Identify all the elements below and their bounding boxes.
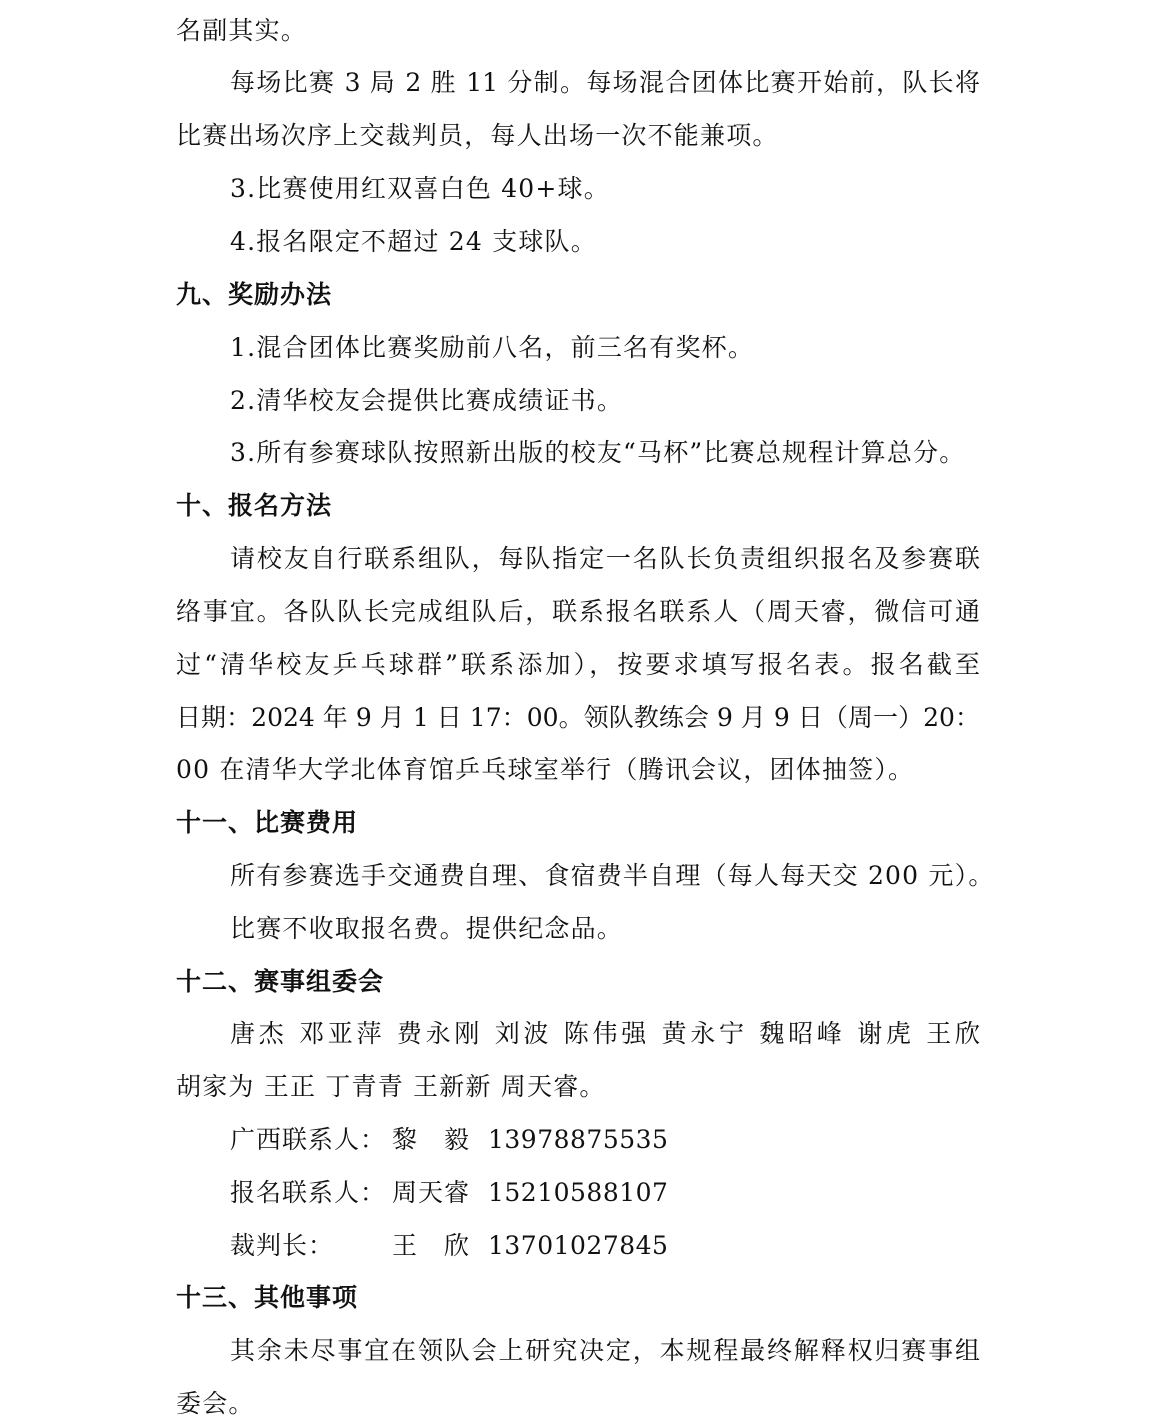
paragraph-line: 比赛出场次序上交裁判员，每人出场一次不能兼项。 bbox=[176, 121, 779, 150]
paragraph-line: 每场比赛 3 局 2 胜 11 分制。每场混合团体比赛开始前，队长将 bbox=[230, 68, 980, 97]
list-item: 1.混合团体比赛奖励前八名，前三名有奖杯。 bbox=[230, 333, 755, 362]
contact-name: 王 欣 bbox=[392, 1231, 471, 1260]
list-item: 2.清华校友会提供比赛成绩证书。 bbox=[230, 386, 624, 415]
paragraph-line: 请校友自行联系组队，每队指定一名队长负责组织报名及参赛联 bbox=[230, 544, 980, 573]
paragraph-line: 4.报名限定不超过 24 支球队。 bbox=[230, 227, 597, 256]
contact-name: 周天睿 bbox=[392, 1178, 471, 1207]
section-heading-fees: 十一、比赛费用 bbox=[176, 808, 359, 837]
contact-phone: 15210588107 bbox=[488, 1178, 669, 1207]
section-heading-other: 十三、其他事项 bbox=[176, 1283, 359, 1312]
paragraph-line: 比赛不收取报名费。提供纪念品。 bbox=[230, 914, 624, 943]
paragraph-line: 委会。 bbox=[176, 1389, 255, 1418]
contact-role: 广西联系人： bbox=[230, 1125, 387, 1154]
paragraph-line: 所有参赛选手交通费自理、食宿费半自理（每人每天交 200 元）。 bbox=[230, 861, 995, 890]
contact-name: 黎 毅 bbox=[392, 1125, 471, 1154]
contact-phone: 13701027845 bbox=[488, 1231, 669, 1260]
committee-members-line: 胡家为 王正 丁青青 王新新 周天睿。 bbox=[176, 1072, 606, 1101]
paragraph-line: 00 在清华大学北体育馆乒乓球室举行（腾讯会议，团体抽签）。 bbox=[176, 755, 915, 784]
section-heading-committee: 十二、赛事组委会 bbox=[176, 967, 385, 996]
list-item: 3.所有参赛球队按照新出版的校友“马杯”比赛总规程计算总分。 bbox=[230, 438, 966, 467]
section-heading-registration: 十、报名方法 bbox=[176, 491, 333, 520]
paragraph-line: 其余未尽事宜在领队会上研究决定，本规程最终解释权归赛事组 bbox=[230, 1336, 980, 1365]
contact-phone: 13978875535 bbox=[488, 1125, 669, 1154]
contact-role: 报名联系人： bbox=[230, 1178, 387, 1207]
committee-members-line: 唐杰 邓亚萍 费永刚 刘波 陈伟强 黄永宁 魏昭峰 谢虎 王欣 bbox=[230, 1019, 980, 1048]
section-heading-awards: 九、奖励办法 bbox=[176, 280, 333, 309]
paragraph-line: 名副其实。 bbox=[176, 16, 308, 45]
paragraph-line: 日期：2024 年 9 月 1 日 17：00。领队教练会 9 月 9 日（周一）20： bbox=[176, 703, 980, 732]
paragraph-line: 络事宜。各队队长完成组队后，联系报名联系人（周天睿，微信可通 bbox=[176, 597, 980, 626]
paragraph-line: 过“清华校友乒乓球群”联系添加），按要求填写报名表。报名截至 bbox=[176, 650, 980, 679]
paragraph-line: 3.比赛使用红双喜白色 40+球。 bbox=[230, 174, 610, 203]
contact-role: 裁判长： bbox=[230, 1231, 335, 1260]
